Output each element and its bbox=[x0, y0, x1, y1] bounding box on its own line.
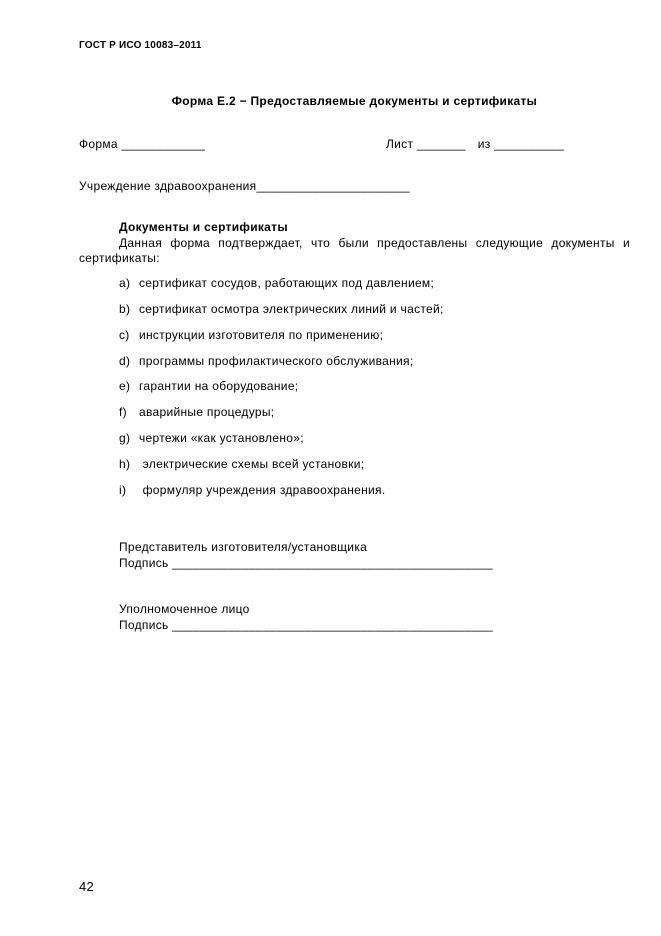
list-item-text: программы профилактического обслуживания; bbox=[139, 354, 414, 368]
list-item-text: инструкции изготовителя по применению; bbox=[139, 328, 384, 342]
list-marker: a) bbox=[119, 276, 131, 290]
list-item bbox=[119, 431, 304, 445]
list-item-text: чертежи «как установлено»; bbox=[139, 431, 304, 445]
list-marker: h) bbox=[119, 457, 131, 471]
list-item bbox=[119, 405, 274, 419]
list-item bbox=[119, 483, 385, 497]
list-item-text: гарантии на оборудование; bbox=[139, 379, 299, 393]
list-item-text: электрические схемы всей установки; bbox=[139, 457, 365, 471]
representative-label: Представитель изготовителя/установщика bbox=[119, 540, 368, 554]
sheet-total: из __________ bbox=[477, 137, 564, 151]
representative-signature-field: Подпись ______________________________________________ bbox=[119, 556, 494, 570]
list-item bbox=[119, 302, 444, 316]
documents-intro: Данная форма подтверждает, что были предоставлены следующие документы и сертификаты: bbox=[79, 236, 630, 265]
list-marker: e) bbox=[119, 379, 131, 393]
list-item-text: сертификат сосудов, работающих под давлением; bbox=[139, 276, 435, 290]
authorized-signature-field: Подпись ______________________________________________ bbox=[119, 618, 494, 632]
list-marker: c) bbox=[119, 328, 130, 342]
page-number: 42 bbox=[79, 879, 95, 894]
list-marker: g) bbox=[119, 431, 131, 445]
institution-field: Учреждение здравоохранения______________________ bbox=[79, 179, 410, 193]
sheet-field bbox=[386, 137, 564, 151]
sheet-number: Лист _______ bbox=[386, 137, 466, 151]
document-code: ГОСТ Р ИСО 10083–2011 bbox=[79, 40, 202, 51]
form-title: Форма Е.2 − Предоставляемые документы и сертификаты bbox=[171, 94, 538, 108]
list-item-text: формуляр учреждения здравоохранения. bbox=[139, 483, 386, 497]
form-number-field: Форма ____________ bbox=[79, 137, 206, 151]
list-item-text: аварийные процедуры; bbox=[139, 405, 275, 419]
list-item bbox=[119, 276, 434, 290]
list-marker: d) bbox=[119, 354, 131, 368]
list-item-text: сертификат осмотра электрических линий и частей; bbox=[139, 302, 444, 316]
list-item bbox=[119, 328, 383, 342]
list-item bbox=[119, 354, 413, 368]
list-marker: f) bbox=[119, 405, 127, 419]
documents-heading: Документы и сертификаты bbox=[119, 220, 288, 234]
list-marker: i) bbox=[119, 483, 127, 497]
list-item bbox=[119, 379, 298, 393]
list-marker: b) bbox=[119, 302, 131, 316]
authorized-person-label: Уполномоченное лицо bbox=[119, 602, 250, 616]
list-item bbox=[119, 457, 364, 471]
